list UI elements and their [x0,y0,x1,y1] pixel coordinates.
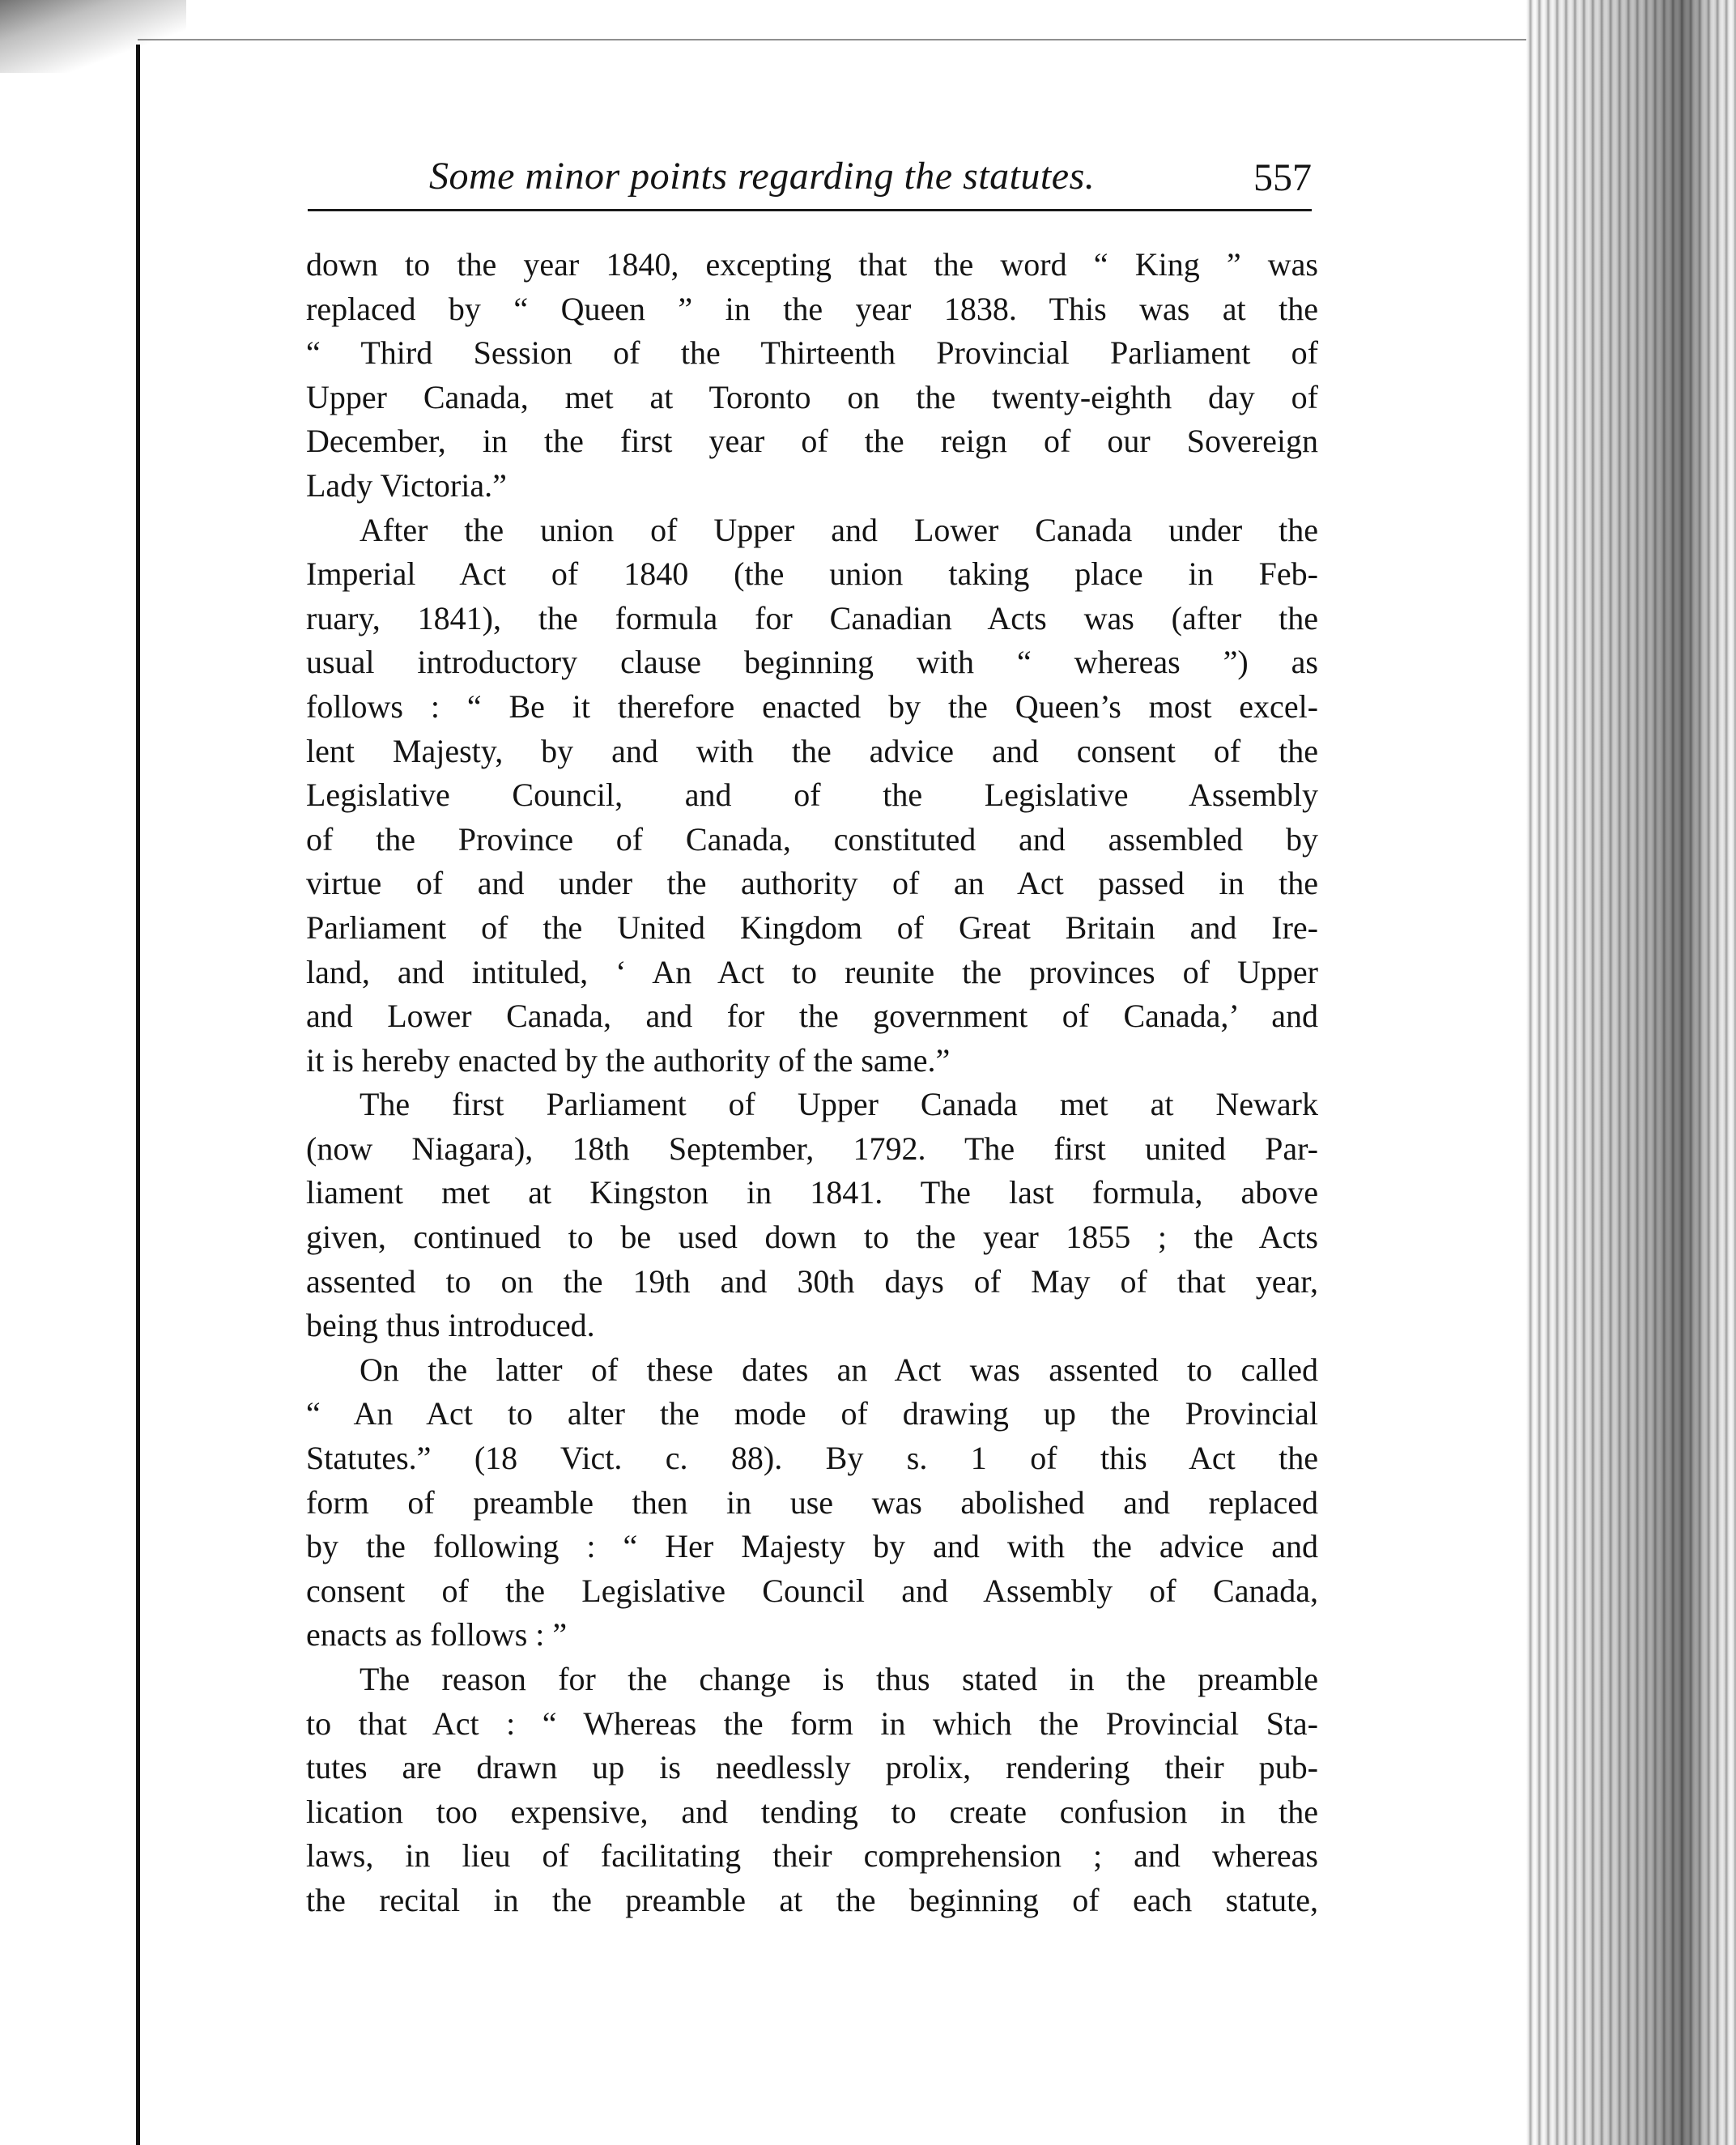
text-line: and Lower Canada, and for the government of Canada,’ and [306,998,1318,1035]
page-number: 557 [1253,156,1312,199]
text-line: virtue of and under the authority of an Act passed in the [306,865,1318,902]
text-line: Lady Victoria.” [306,466,507,504]
text-line: usual introductory clause beginning with “ whereas ”) as [306,644,1318,681]
scan-left-border [136,45,140,2145]
text-line: Legislative Council, and of the Legislative Assembly [306,777,1318,814]
running-head: Some minor points regarding the statutes. [429,155,1096,198]
text-line: being thus introduced. [306,1307,595,1344]
text-line: The first Parliament of Upper Canada met at Newark [360,1086,1318,1123]
scan-page-edge-right [1526,0,1736,2145]
text-line: lication too expensive, and tending to create confusion in the [306,1793,1318,1830]
text-line: December, in the first year of the reign of our Sovereign [306,423,1318,460]
page-header [308,154,1312,211]
text-line: consent of the Legislative Council and Assembly of Canada, [306,1572,1318,1609]
text-line: given, continued to be used down to the year 1855 ; the Acts [306,1219,1318,1256]
scan-shadow-top-left [0,0,186,73]
text-line: After the union of Upper and Lower Canada under the [360,511,1318,548]
text-line: Imperial Act of 1840 (the union taking place in Feb- [306,555,1318,593]
text-line: the recital in the preamble at the beginning of each statute, [306,1881,1318,1918]
text-line: The reason for the change is thus stated in the preamble [360,1661,1318,1697]
body-text [306,243,1318,1923]
scan-top-border [138,39,1563,40]
text-line: “ Third Session of the Thirteenth Provincial Parliament of [306,334,1318,372]
text-line: (now Niagara), 18th September, 1792. The first united Par- [306,1130,1318,1167]
text-line: tutes are drawn up is needlessly prolix, rendering their pub- [306,1749,1318,1786]
text-line: follows : “ Be it therefore enacted by the Queen’s most excel- [306,687,1318,725]
text-line: assented to on the 19th and 30th days of May of that year, [306,1262,1318,1300]
text-line: to that Act : “ Whereas the form in which the Provincial Sta- [306,1705,1318,1742]
text-line: Statutes.” (18 Vict. c. 88). By s. 1 of this Act the [306,1440,1318,1477]
text-line: liament met at Kingston in 1841. The last formula, above [306,1174,1318,1211]
text-line: On the latter of these dates an Act was assented to called [360,1351,1318,1388]
text-line: “ An Act to alter the mode of drawing up the Provincial [306,1395,1318,1432]
text-line: form of preamble then in use was abolished and replaced [306,1483,1318,1521]
text-line: ruary, 1841), the formula for Canadian Acts was (after the [306,599,1318,636]
text-line: land, and intituled, ‘ An Act to reunite the provinces of Upper [306,953,1318,990]
text-line: replaced by “ Queen ” in the year 1838. This was at the [306,290,1318,327]
text-line: it is hereby enacted by the authority of the same.” [306,1041,951,1079]
text-line: of the Province of Canada, constituted and assembled by [306,820,1318,858]
text-line: down to the year 1840, excepting that the word “ King ” was [306,246,1318,283]
text-line: enacts as follows : ” [306,1616,568,1653]
text-line: by the following : “ Her Majesty by and with the advice and [306,1528,1318,1565]
text-line: lent Majesty, by and with the advice and consent of the [306,732,1318,769]
header-rule [308,209,1312,211]
text-line: laws, in lieu of facilitating their comprehension ; and whereas [306,1837,1318,1875]
text-line: Parliament of the United Kingdom of Great Britain and Ire- [306,909,1318,946]
text-line: Upper Canada, met at Toronto on the twenty-eighth day of [306,378,1318,415]
